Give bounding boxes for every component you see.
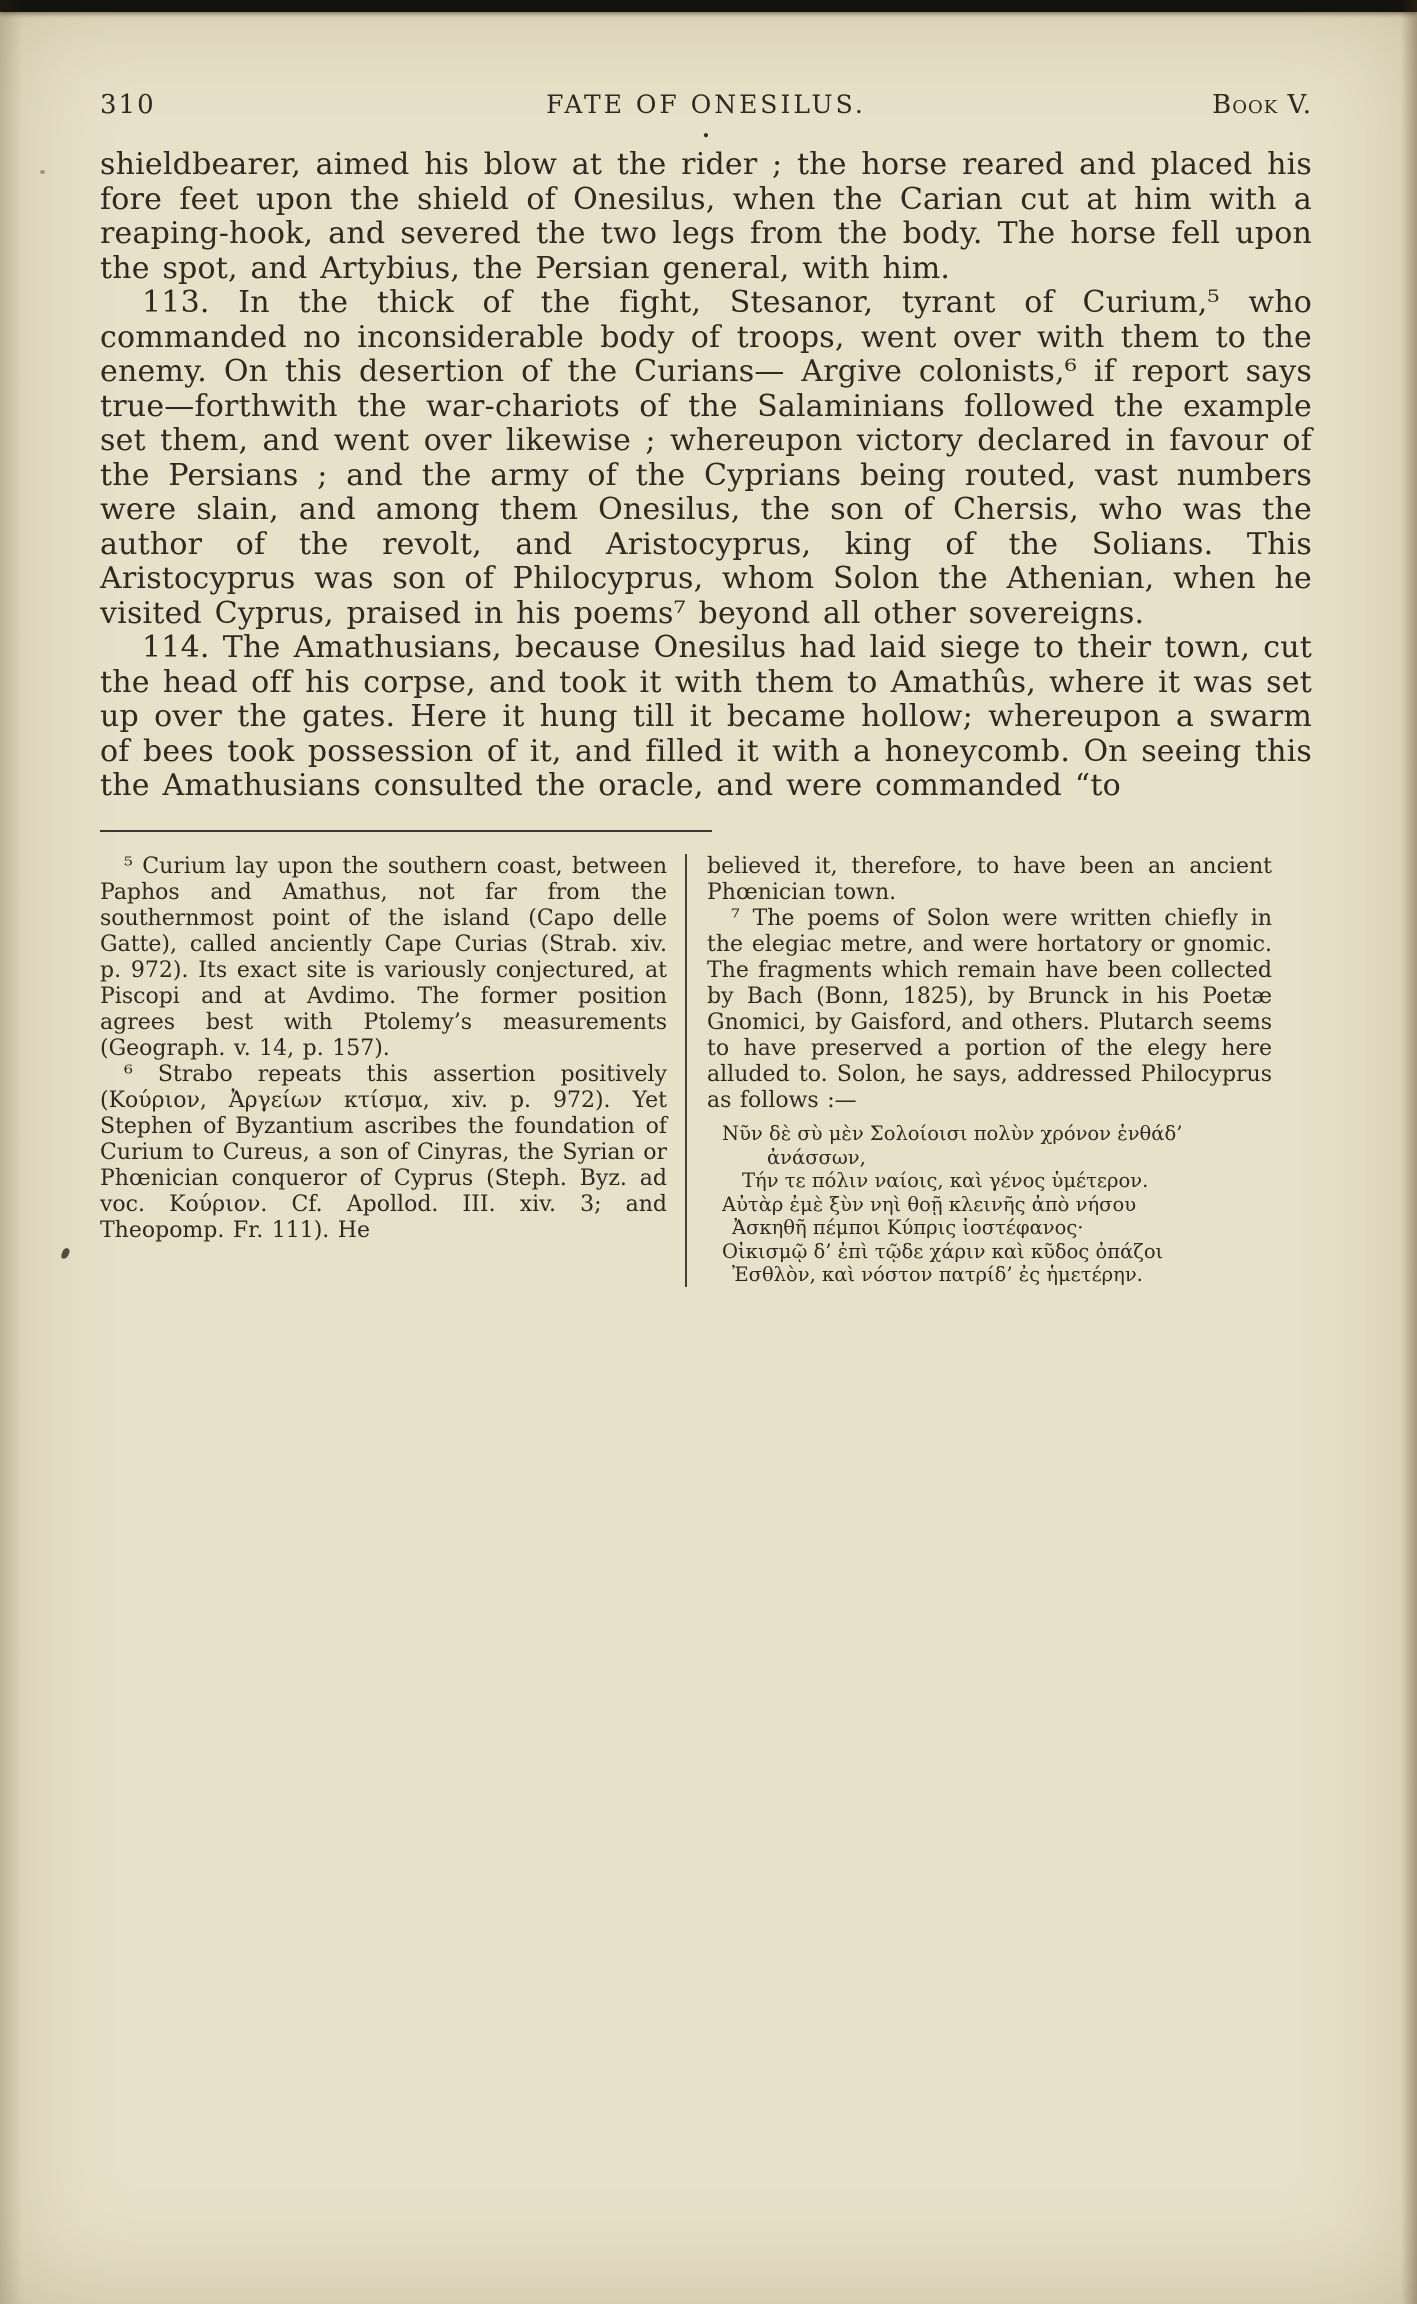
greek-verse-line: Αὐτὰρ ἐμὲ ξὺν νηὶ θοῇ κλεινῆς ἀπὸ νήσου xyxy=(722,1192,1137,1216)
greek-verse-line: Τήν τε πόλιν ναίοις, καὶ γένος ὑμέτερον. xyxy=(742,1169,1149,1192)
greek-verse-quotation xyxy=(707,1122,1272,1287)
header-ornament-dot: . xyxy=(702,117,710,143)
greek-verse-line: Νῦν δὲ σὺ μὲν Σολοίοισι πολὺν χρόνον ἐνθάδ’ xyxy=(722,1122,1183,1145)
scan-artifact-speck xyxy=(40,170,45,174)
main-text-block xyxy=(100,148,1312,804)
paragraph-114: 114. The Amathusians, because Onesilus had laid siege to their town, cut the head off his corpse, and took it with them to Amathûs, where it was set up over the gates. Here it hung till it became hollow; whereupon a swarm of bees took possession of it, and filled it with a honeycomb. On seeing this the Amathusians consulted the oracle, and were commanded “to xyxy=(100,630,1312,803)
page-number: 310 xyxy=(100,90,156,120)
footnote-7: ⁷ The poems of Solon were written chiefly in the elegiac metre, and were hortatory or gnomic. The fragments which remain have been collected by Bach (Bonn, 1825), by Brunck in his Poetæ Gnomici, by Gaisford, and others. Plutarch seems to have preserved a portion of the elegy here alluded to. Solon, he says, addressed Philocyprus as follows :— xyxy=(707,906,1272,1113)
footnote-6-continuation: believed it, therefore, to have been an ancient Phœnician town. xyxy=(707,854,1272,905)
book-label: Book V. xyxy=(1212,90,1312,120)
page-header xyxy=(100,90,1312,120)
paragraph-113: 113. In the thick of the fight, Stesanor, tyrant of Curium,⁵ who commanded no inconsiderable body of troops, went over with them to the enemy. On this desertion of the Curians— Argive colonists,⁶ if report says true—forthwith the war-chariots of the Salaminians followed the example set them, and went over likewise ; whereupon victory declared in favour of the Persians ; and the army of the Cyprians being routed, vast numbers were slain, and among them Onesilus, the son of Chersis, who was the author of the revolt, and Aristocyprus, king of the Solians. This Aristocyprus was son of Philocyprus, whom Solon the Athenian, when he visited Cyprus, praised in his poems⁷ beyond all other sovereigns. xyxy=(100,285,1312,631)
paragraph-continuation: shieldbearer, aimed his blow at the rider ; the horse reared and placed his fore feet upon the shield of Onesilus, when the Carian cut at him with a reaping-hook, and severed the two legs from the body. The horse fell upon the spot, and Artybius, the Persian general, with him. xyxy=(100,147,1312,286)
running-title: FATE OF ONESILUS. xyxy=(546,90,866,119)
footnote-separator-rule xyxy=(100,830,712,833)
greek-verse-line: Ἀσκηθῆ πέμποι Κύπρις ἰοστέφανος· xyxy=(732,1216,1084,1239)
greek-verse-line: Ἐσθλὸν, καὶ νόστον πατρίδ’ ἐς ἡμετέρην. xyxy=(732,1263,1143,1286)
footnotes-section xyxy=(100,854,1312,1287)
greek-verse-line: ἀνάσσων, xyxy=(767,1145,866,1169)
footnotes-left-column xyxy=(100,854,685,1287)
footnote-5: ⁵ Curium lay upon the southern coast, between Paphos and Amathus, not far from the southernmost point of the island (Capo delle Gatte), called anciently Cape Curias (Strab. xiv. p. 972). Its exact site is variously conjectured, at Piscopi and at Avdimo. The former position agrees best with Ptolemy’s measurements (Geograph. v. 14, p. 157). xyxy=(100,854,667,1061)
footnote-6: ⁶ Strabo repeats this assertion positively (Κούριον, Ἀργείων κτίσμα, xiv. p. 972). Yet Stephen of Byzantium ascribes the foundation of Curium to Cureus, a son of Cinyras, the Syrian or Phœnician conqueror of Cyprus (Steph. Byz. ad voc. Κούριον. Cf. Apollod. III. xiv. 3; and Theopomp. Fr. 111). He xyxy=(100,1062,667,1243)
greek-verse-line: Οἰκισμῷ δ’ ἐπὶ τῷδε χάριν καὶ κῦδος ὀπάζοι xyxy=(722,1239,1164,1263)
footnotes-right-column xyxy=(687,854,1272,1287)
